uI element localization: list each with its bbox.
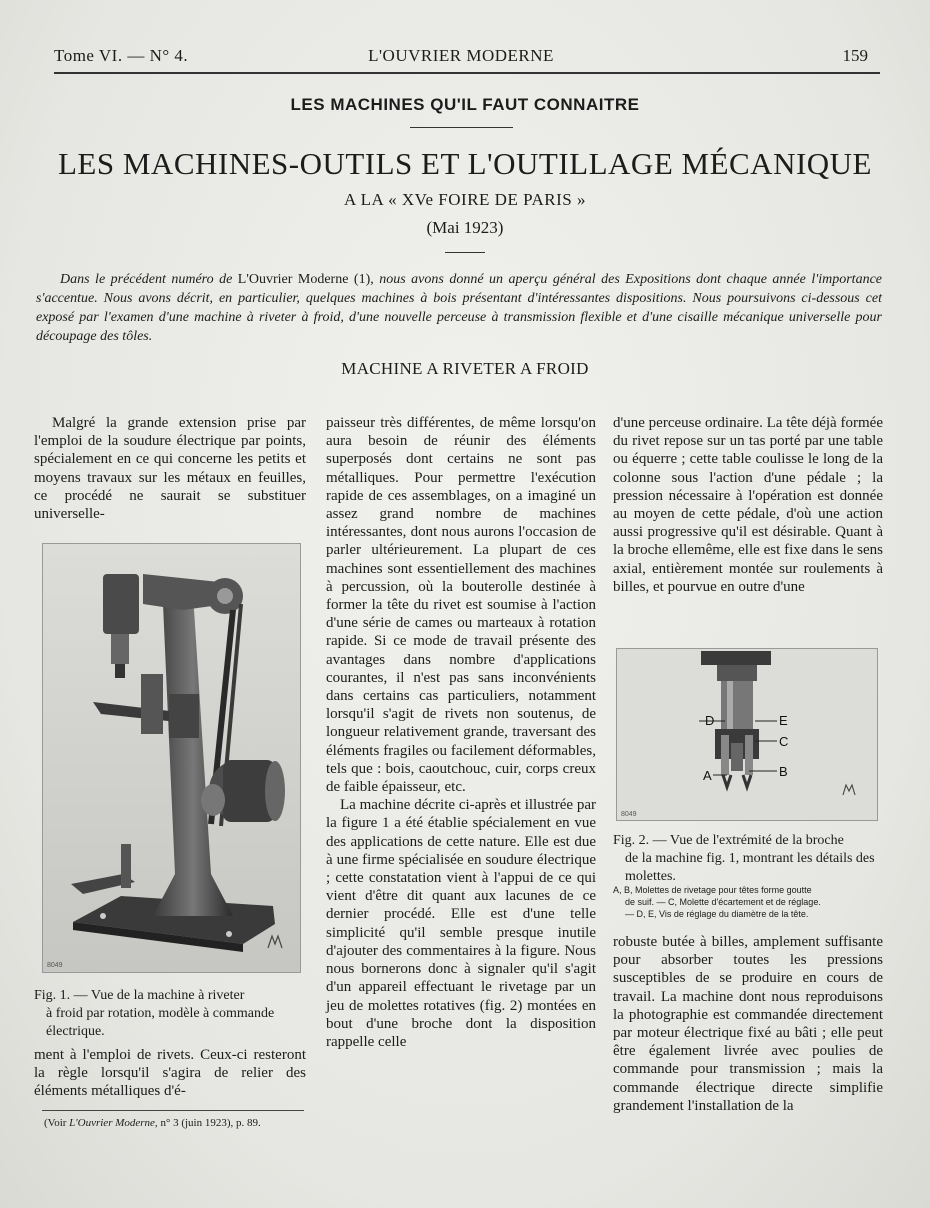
legend-line: de suif. — C, Molette d'écartement et de réglage. xyxy=(625,897,821,907)
footnote-prefix: (Voir xyxy=(44,1117,70,1129)
article-date: (Mai 1923) xyxy=(426,218,504,237)
caption-line: Fig. 1. — Vue de la machine à riveter xyxy=(34,988,245,1003)
page-number: 159 xyxy=(842,46,868,65)
intro-journal-ref: L'Ouvrier Moderne (1), xyxy=(237,272,374,287)
footnote-journal: L'Ouvrier Moderne, xyxy=(69,1117,158,1129)
section-heading: LES MACHINES QU'IL FAUT CONNAITRE xyxy=(290,95,640,114)
header-rule xyxy=(54,72,880,74)
paragraph: La machine décrite ci-après et illustrée par la figure 1 a été établie spécialement en vue des applications de cette nature. Elle est due à une firme spécialisée en soudure électrique ; cette constatation vient à l'appui de ce qui vient d'être dit quant aux lacunes de ce dernier procédé. Elle est d'une telle simplicité qu'il semble presque inutile d'ajouter des commentaires à la figure. Nous nous bornerons donc à signaler qu'il s'agit d'un appareil effectuant le rivetage par un jeu de molettes rotatives (fig. 2) montées en bout d'une broche dont la disposition rappelle celle xyxy=(326,797,596,1050)
caption-line: à froid par rotation, modèle à commande électrique. xyxy=(46,1006,275,1039)
legend-line: — D, E, Vis de réglage du diamètre de la tête. xyxy=(625,909,809,919)
figure-2-photo xyxy=(616,648,878,821)
figure-2-caption xyxy=(613,832,883,886)
caption-line: Fig. 2. — Vue de l'extrémité de la broche xyxy=(613,833,844,848)
footnote-suffix: n° 3 (juin 1923), p. 89. xyxy=(157,1117,261,1129)
figure-1-caption xyxy=(34,987,304,1041)
column-3-bottom xyxy=(613,933,883,1115)
paragraph: d'une perceuse ordinaire. La tête déjà formée du rivet repose sur un tas porté par une table ou équerre ; cette table coulisse le long de la colonne sous l'action d'une pédale ; la pression nécessaire à l'opération est donnée au moyen de cette pédale, d'où une action aussi progressive qu'il est désirable. Quant à la broche ellemême, elle est fixe dans le sens axial, entièrement montée sur roulements à billes, et pourvue en outre d'une xyxy=(613,415,883,595)
plate-number: 8049 xyxy=(47,962,63,969)
label-e: E xyxy=(779,713,788,728)
figure-1-photo xyxy=(42,543,301,973)
paragraph: paisseur très différentes, de même lorsqu'on aura besoin de réunir des éléments superposés dont certains ne sont pas métalliques. Pour permettre l'exécution rapide de ces assemblages, on a imaginé un assez grand nombre de machines intéressantes, dont nous aurons l'occasion de parler ultérieurement. La plupart de ces machines sont essentiellement des machines à percussion, où la bouterolle destinée à former la tête du rivet est soumise à l'action d'une série de cames ou marteaux à rotation rapide. Si ce mode de travail présente des avantages dans nombre d'applications courantes, il n'est pas sans inconvénients dans certains cas particuliers, notamment lorsqu'il s'agit de rivets non soutenus, de longueur relativement grande, traversant des éléments fragiles ou facilement déformables, tels que : bois, caoutchouc, cuir, corps creux de faible épaisseur, etc. xyxy=(326,415,596,796)
legend-line: A, B, Molettes de rivetage pour têtes forme goutte xyxy=(613,885,812,895)
footnote xyxy=(44,1117,314,1129)
footnote-rule xyxy=(42,1110,304,1111)
spindle-detail-illustration xyxy=(617,649,877,820)
subheading: MACHINE A RIVETER A FROID xyxy=(341,359,589,378)
label-a: A xyxy=(703,768,712,783)
column-1-bottom xyxy=(34,1046,306,1101)
label-d: D xyxy=(705,713,715,728)
caption-line: de la machine fig. 1, montrant les détails des molettes. xyxy=(625,851,875,884)
article-intro xyxy=(36,270,882,346)
running-header xyxy=(54,46,868,68)
article-subtitle: A LA « XVe FOIRE DE PARIS » xyxy=(344,190,586,209)
figure-2-legend xyxy=(613,884,883,920)
label-c: C xyxy=(779,734,789,749)
column-3-top xyxy=(613,414,883,596)
column-1-top xyxy=(34,414,306,523)
plate-number: 8049 xyxy=(621,811,637,818)
label-b: B xyxy=(779,764,788,779)
article-title: LES MACHINES-OUTILS ET L'OUTILLAGE MÉCANIQUE xyxy=(58,146,872,181)
volume-issue: Tome VI. — N° 4. xyxy=(54,46,189,65)
paragraph: robuste butée à billes, amplement suffisante pour absorber toutes les pressions susceptibles de se produire en cours de travail. La machine dont nous reproduisons la photographie est commandée directement par moteur électrique fixé au bâti ; elle peut être également livrée avec poulies de commande pour transmission ; mais la commande électrique directe simplifie grandement l'installation de la xyxy=(613,934,883,1114)
column-2 xyxy=(326,414,596,1051)
riveting-machine-illustration xyxy=(43,544,300,972)
paragraph: Malgré la grande extension prise par l'emploi de la soudure électrique par points, spécialement en ce qui concerne les petits et moyens travaux sur les métaux en feuilles, ce procédé ne saurait se substituer universelle- xyxy=(34,415,306,523)
intro-text-1: Dans le précédent numéro de xyxy=(60,272,238,287)
title-rule xyxy=(445,252,485,253)
section-rule xyxy=(410,127,513,128)
paragraph: ment à l'emploi de rivets. Ceux-ci resteront la règle lorsqu'il s'agira de relier des éléments métalliques d'é- xyxy=(34,1047,306,1100)
intro-text-2: nous avons donné un aperçu général des Expositions dont chaque année l'importance s'accentue. Nous avons décrit, en particulier, quelques machines à bois présentant d'intéressantes dispositions. Nous poursuivons ci-dessous cet exposé par l'examen d'une machine à riveter à froid, d'une nouvelle perceuse à transmission flexible et d'une cisaille mécanique universelle pour découpage des tôles. xyxy=(36,272,882,344)
journal-name: L'OUVRIER MODERNE xyxy=(368,46,554,65)
